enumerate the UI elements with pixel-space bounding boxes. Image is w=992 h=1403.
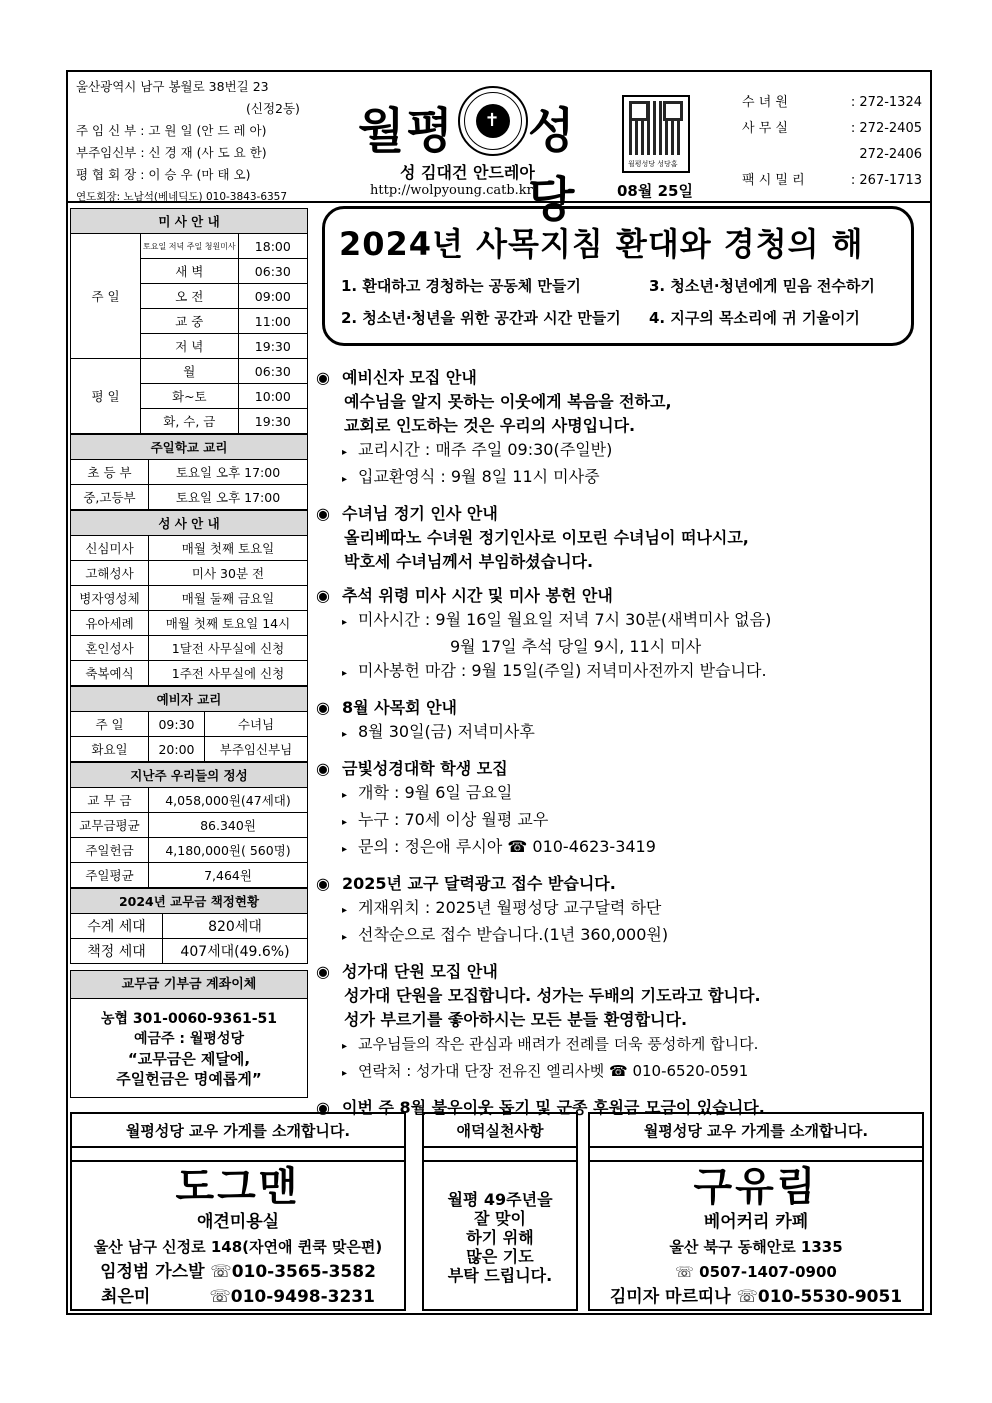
bullet-icon: ◉ (316, 759, 330, 778)
notice-detail: 입교환영식 : 9월 8일 11시 미사중 (358, 467, 600, 486)
offering-value: 86.340원 (149, 813, 308, 838)
mass-name: 토요일 저녁 주일 청원미사 (141, 234, 239, 259)
mass-name: 화, 수, 금 (141, 409, 239, 434)
account-header: 교무금 기부금 계좌이체 (71, 971, 307, 999)
notice-item (316, 757, 926, 862)
bullet-icon: ◉ (316, 698, 330, 717)
pledge-value: 407세대(49.6%) (163, 939, 308, 964)
notice-detail: 미사시간 : 9월 16일 월요일 저녁 7시 30분(새벽미사 없음) (358, 610, 772, 629)
offerings-table (70, 762, 308, 888)
account-motto-2: 주일헌금은 명예롭게” (116, 1070, 262, 1088)
account-box (70, 970, 308, 1098)
notice-list (316, 366, 926, 1130)
notice-item (316, 960, 926, 1086)
banner-goal: 4. 지구의 목소리에 귀 기울이기 (649, 309, 860, 327)
store-1-header: 월평성당 교우 가게를 소개합니다. (72, 1114, 404, 1148)
charity-line: 부탁 드립니다. (447, 1266, 553, 1285)
lianhoe-line: 연도회장: 노남석(베네딕도) 010-3843-6357 (76, 191, 288, 203)
sacraments-header: 성 사 안 내 (71, 511, 308, 536)
sacrament-value: 매월 둘째 금요일 (149, 586, 308, 611)
sacrament-name: 축복예식 (71, 661, 149, 686)
contact-row: 팩 시 밀 리 : 267-1713 (742, 173, 922, 188)
notice-detail: 교리시간 : 매주 주일 09:30(주일반) (358, 440, 613, 459)
class-time: 토요일 오후 17:00 (149, 485, 308, 510)
catechumen-time: 09:30 (149, 712, 205, 737)
bullet-icon: ◉ (316, 962, 330, 981)
notice-body: 박호세 수녀님께서 부임하셨습니다. (344, 552, 594, 571)
charity-header: 애덕실천사항 (424, 1114, 576, 1148)
contact-row: 272-2406 (859, 147, 922, 162)
arrow-icon: ▸ (342, 1041, 348, 1052)
sacrament-value: 미사 30분 전 (149, 561, 308, 586)
mass-time: 06:30 (238, 259, 307, 284)
notice-detail: 미사봉헌 마감 : 9월 15일(주일) 저녁미사전까지 받습니다. (358, 661, 767, 680)
notice-body: 성가대 단원을 모집합니다. 성가는 두배의 기도라고 합니다. (344, 986, 761, 1005)
notice-title: 이번 주 8월 불우이웃 돕기 및 군종 후원금 모금이 있습니다. (342, 1098, 765, 1117)
mass-time: 19:30 (238, 334, 307, 359)
arrow-icon: ▸ (342, 1068, 348, 1079)
mass-time: 10:00 (238, 384, 307, 409)
arrow-icon: ▸ (342, 447, 348, 458)
store-1-type: 애견미용실 (196, 1212, 280, 1232)
arrow-icon: ▸ (342, 905, 348, 916)
bullet-icon: ◉ (316, 586, 330, 605)
header-info (76, 76, 316, 208)
store-1-name: 도그맨 (175, 1164, 301, 1210)
offering-value: 4,058,000원(47세대) (149, 788, 308, 813)
store-2-name: 구유림 (693, 1164, 819, 1210)
sacrament-value: 매월 첫째 토요일 (149, 536, 308, 561)
bulletin-date: 08월 25일 (617, 182, 693, 200)
sacrament-value: 1주전 사무실에 신청 (149, 661, 308, 686)
sunday-label: 주 일 (71, 234, 141, 359)
notice-detail: 9월 17일 추석 당일 9시, 11시 미사 (450, 637, 702, 656)
notice-detail: 누구 : 70세 이상 월평 교우 (358, 810, 549, 829)
arrow-icon: ▸ (342, 844, 348, 855)
banner-title: 2024년 사목지침 환대와 경청의 해 (339, 225, 864, 263)
store-box-2 (588, 1112, 924, 1311)
mass-name: 교 중 (141, 309, 239, 334)
notice-title: 수녀님 정기 인사 안내 (342, 504, 498, 523)
church-seal-icon: ✝ (458, 86, 528, 156)
contact-row: 수 녀 원 : 272-1324 (742, 95, 922, 110)
store-2-contact: ☏ 0507-1407-0900 (675, 1263, 837, 1281)
notice-title: 예비신자 모집 안내 (342, 368, 477, 387)
bullet-icon: ◉ (316, 1098, 330, 1117)
address-line-2: (신정2동) (246, 101, 300, 116)
notice-detail: 교우님들의 작은 관심과 배려가 전례를 더욱 풍성하게 합니다. (358, 1035, 759, 1053)
council-president-line: 평 협 회 장 : 이 승 우 (마 태 오) (76, 167, 251, 182)
catechumen-day: 주 일 (71, 712, 149, 737)
notice-detail: 8월 30일(금) 저녁미사후 (358, 722, 535, 741)
pledge-table (70, 888, 308, 964)
charity-line: 많은 기도 (466, 1247, 534, 1266)
notice-title: 금빛성경대학 학생 모집 (342, 759, 508, 778)
offering-name: 주일평균 (71, 863, 149, 888)
offering-name: 주일헌금 (71, 838, 149, 863)
account-motto-1: “교무금은 제달에, (127, 1050, 251, 1068)
contact-numbers (742, 90, 922, 194)
arrow-icon: ▸ (342, 932, 348, 943)
store-1-contact: 임정범 가스발 ☏010-3565-3582 (100, 1262, 376, 1282)
offering-value: 7,464원 (149, 863, 308, 888)
pledge-value: 820세대 (163, 914, 308, 939)
schedule-table (70, 208, 308, 434)
notice-title: 성가대 단원 모집 안내 (342, 962, 498, 981)
charity-line: 잘 맞이 (474, 1209, 526, 1228)
arrow-icon: ▸ (342, 474, 348, 485)
bullet-icon: ◉ (316, 504, 330, 523)
notice-item (316, 696, 926, 747)
notice-item (316, 872, 926, 950)
sacrament-name: 고해성사 (71, 561, 149, 586)
sacrament-value: 매월 첫째 토요일 14시 (149, 611, 308, 636)
notice-item (316, 584, 926, 686)
mass-header: 미 사 안 내 (71, 209, 308, 234)
notice-body: 교회로 인도하는 것은 우리의 사명입니다. (344, 416, 636, 435)
notice-item (316, 502, 926, 574)
arrow-icon: ▸ (342, 817, 348, 828)
store-1-address: 울산 남구 신정로 148(자연애 퀸쿡 맞은편) (93, 1238, 383, 1256)
store-2-address: 울산 북구 동해안로 1335 (669, 1238, 843, 1256)
mass-time: 06:30 (238, 359, 307, 384)
title-right: 성당 (528, 103, 577, 228)
pledge-name: 책정 세대 (71, 939, 163, 964)
catechumen-header: 예비자 교리 (71, 687, 308, 712)
catechumen-table (70, 686, 308, 762)
store-1-contact: 최은미 ☏010-9498-3231 (101, 1287, 375, 1307)
pledge-header: 2024년 교무금 책정현황 (71, 889, 308, 914)
banner-goal: 1. 환대하고 경청하는 공동체 만들기 (341, 277, 581, 295)
mass-name: 저 녁 (141, 334, 239, 359)
charity-line: 월평 49주년을 (447, 1190, 553, 1209)
notice-body: 성가 부르기를 좋아하시는 모든 분들 환영합니다. (344, 1010, 688, 1029)
sunday-school-header: 주일학교 교리 (71, 435, 308, 460)
sunday-school-table (70, 434, 308, 510)
class-name: 중,고등부 (71, 485, 149, 510)
title-left: 월평 (358, 103, 455, 159)
arrow-icon: ▸ (342, 790, 348, 801)
offering-value: 4,180,000원( 560명) (149, 838, 308, 863)
notice-detail: 선착순으로 접수 받습니다.(1년 360,000원) (358, 925, 669, 944)
notice-title: 추석 위령 미사 시간 및 미사 봉헌 안내 (342, 586, 613, 605)
sacrament-name: 유아세례 (71, 611, 149, 636)
weekday-label: 평 일 (71, 359, 141, 434)
bullet-icon: ◉ (316, 874, 330, 893)
notice-title: 8월 사목회 안내 (342, 698, 458, 717)
arrow-icon: ▸ (342, 729, 348, 740)
sacrament-name: 병자영성체 (71, 586, 149, 611)
contact-row: 사 무 실 : 272-2405 (742, 121, 922, 136)
assistant-pastor-line: 부주임신부 : 신 경 재 (사 도 요 한) (76, 145, 267, 160)
mass-time: 19:30 (238, 409, 307, 434)
account-holder: 예금주 : 월평성당 (133, 1031, 244, 1047)
store-2-contact: 김미자 마르띠나 ☏010-5530-9051 (609, 1287, 903, 1307)
offering-name: 교무금평균 (71, 813, 149, 838)
header-divider (66, 201, 932, 203)
sidebar-info (70, 208, 308, 964)
notice-body: 올리베따노 수녀원 정기인사로 이모린 수녀님이 떠나시고, (344, 528, 749, 547)
catechumen-teacher: 수녀님 (205, 712, 308, 737)
store-box-1 (70, 1112, 406, 1311)
catechumen-time: 20:00 (149, 737, 205, 762)
banner-goal: 2. 청소년·청년을 위한 공간과 시간 만들기 (341, 309, 621, 327)
notice-body: 예수님을 알지 못하는 이웃에게 복음을 전하고, (344, 392, 672, 411)
notice-detail: 게재위치 : 2025년 월평성당 교구달력 하단 (358, 898, 662, 917)
qr-code-icon[interactable] (622, 95, 690, 173)
pastor-line: 주 임 신 부 : 고 원 일 (안 드 레 아) (76, 123, 267, 138)
notice-title: 2025년 교구 달력광고 접수 받습니다. (342, 874, 616, 893)
mass-time: 09:00 (238, 284, 307, 309)
charity-line: 하기 위해 (466, 1228, 534, 1247)
mass-name: 오 전 (141, 284, 239, 309)
charity-box (422, 1112, 578, 1311)
mass-name: 화~토 (141, 384, 239, 409)
sacrament-value: 1달전 사무실에 신청 (149, 636, 308, 661)
qr-label: 월평성당 성당홈 (628, 160, 678, 168)
notice-detail: 문의 : 정은애 루시아 ☎ 010-4623-3419 (358, 837, 656, 856)
notice-detail: 개학 : 9월 6일 금요일 (358, 783, 513, 802)
class-name: 초 등 부 (71, 460, 149, 485)
sacrament-name: 혼인성사 (71, 636, 149, 661)
offerings-header: 지난주 우리들의 정성 (71, 763, 308, 788)
arrow-icon: ▸ (342, 668, 348, 679)
website-url[interactable]: http://wolpyoung.catb.kr (370, 183, 533, 198)
patron-saint: 성 김대건 안드레아 (400, 163, 535, 182)
pastoral-banner (322, 206, 914, 346)
sacraments-table (70, 510, 308, 686)
catechumen-day: 화요일 (71, 737, 149, 762)
arrow-icon: ▸ (342, 617, 348, 628)
class-time: 토요일 오후 17:00 (149, 460, 308, 485)
catechumen-teacher: 부주임신부님 (205, 737, 308, 762)
bullet-icon: ◉ (316, 368, 330, 387)
mass-name: 새 벽 (141, 259, 239, 284)
mass-time: 11:00 (238, 309, 307, 334)
notice-item (316, 366, 926, 492)
pledge-name: 수계 세대 (71, 914, 163, 939)
banner-goal: 3. 청소년·청년에게 믿음 전수하기 (649, 277, 875, 295)
store-2-header: 월평성당 교우 가게를 소개합니다. (590, 1114, 922, 1148)
address-line-1: 울산광역시 남구 봉월로 38번길 23 (76, 79, 269, 94)
notice-detail: 연락처 : 성가대 단장 전유진 엘리사벳 ☎ 010-6520-0591 (358, 1062, 749, 1080)
mass-time: 18:00 (238, 234, 307, 259)
account-number: 농협 301-0060-9361-51 (101, 1011, 277, 1027)
sacrament-name: 신심미사 (71, 536, 149, 561)
store-2-type: 베어커리 카페 (703, 1212, 809, 1232)
mass-name: 월 (141, 359, 239, 384)
offering-name: 교 무 금 (71, 788, 149, 813)
